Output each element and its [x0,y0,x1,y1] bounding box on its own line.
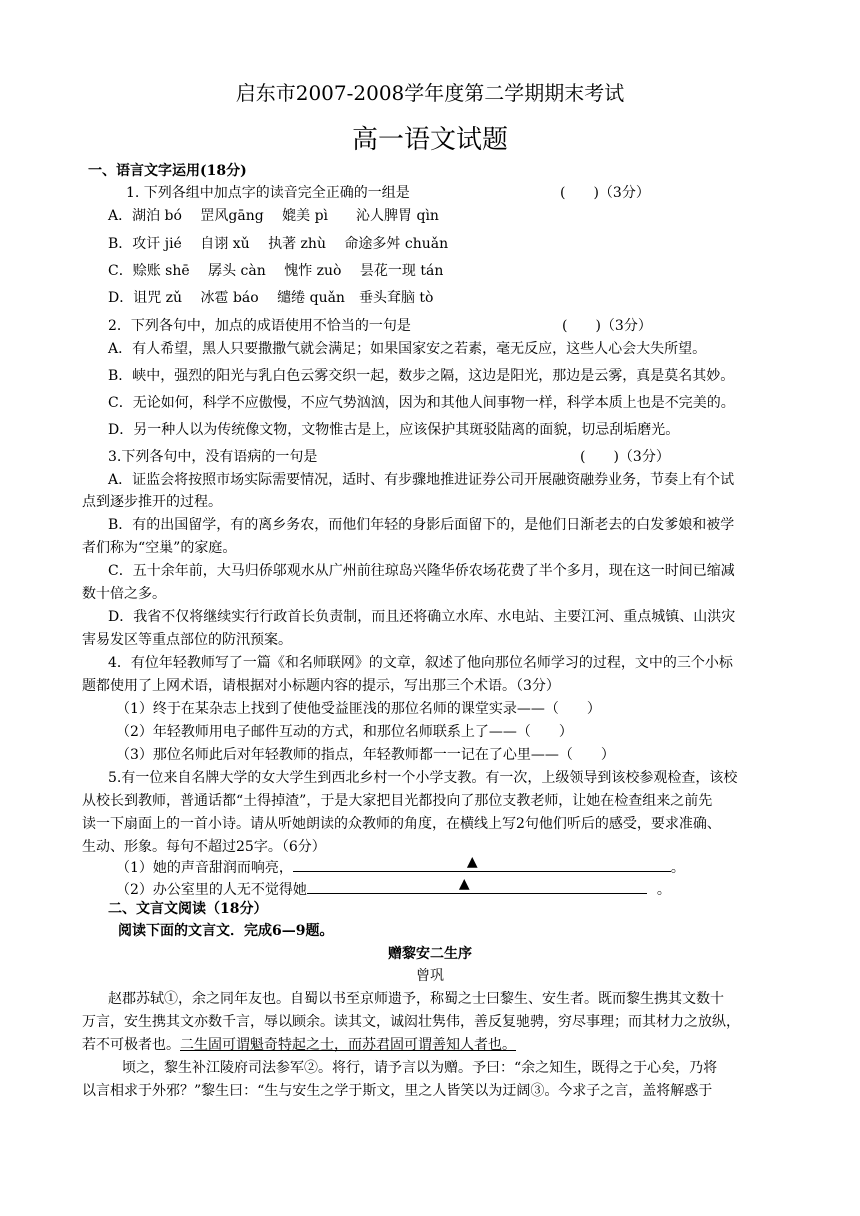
passage-paragraph-continued [82,1035,516,1055]
answer-end-punct: 。 [656,882,671,898]
option-c: C．五十余年前，大马归侨邬观水从广州前往琼岛兴隆华侨农场花费了半个多月，现在这一时间已缩减 [108,563,735,579]
option-a: A．证监会将按照市场实际需要情况，适时、有步骤地推进证券公司开展融资融券业务，节奏上有个试 [108,472,735,488]
option-d: D．诅咒 zǔ 冰雹 báo 缱绻 quǎn 垂头耷脑 tò [108,290,434,306]
passage-paragraph-continued: 万言，安生携其文亦数千言，辱以顾余。读其文，诚闳壮隽伟，善反复驰骋，穷尽事理；而其材力之放纵， [82,1014,740,1030]
question-stem: 2．下列各句中，加点的成语使用不恰当的一句是 [108,318,411,334]
sub-item: （1）终于在某杂志上找到了使他受益匪浅的那位名师的课堂实录——（ ） [116,701,601,717]
option-d: D．另一种人以为传统像文物，文物惟古是上，应该保护其斑驳陆离的面貌，切忌刮垢磨光。 [108,422,680,438]
sub-item: （3）那位名师此后对年轻教师的指点，年轻教师都一一记在了心里——（ ） [116,747,615,763]
question-stem: 1. 下列各组中加点字的读音完全正确的一组是 [126,185,410,201]
triangle-marker-icon: ▲ [458,876,470,892]
exam-subject-title: 高一语文试题 [351,125,508,155]
answer-blank[interactable] [293,856,671,872]
passage-title: 赠黎安二生序 [388,946,472,962]
question-stem: 3.下列各句中，没有语病的一句是 [108,449,318,465]
reading-instruction: 阅读下面的文言文．完成6—9题。 [118,923,334,939]
passage-paragraph-continued: 以言相求于外邪？”黎生曰：“生与安生之学于斯文，里之人皆笑以为迂阔③。今求子之言，盖将解惑于 [82,1083,713,1099]
answer-blank[interactable] [307,878,647,894]
option-b: B．峡中，强烈的阳光与乳白色云雾交织一起，数步之隔，这边是阳光，那边是云雾，真是莫名其妙。 [108,368,735,384]
answer-bracket: ( )（3分） [580,449,670,465]
answer-prompt: （1）她的声音甜润而响亮， [116,860,293,876]
option-c: C．赊账 shē 孱头 càn 愧怍 zuò 昙花一现 tán [108,263,444,279]
answer-end-punct: 。 [670,860,685,876]
question-stem: 5.有一位来自名牌大学的女大学生到西北乡村一个小学支教。有一次，上级领导到该校参观检查，该校 [108,770,738,786]
underlined-sentence: 二生固可谓魁奇特起之士，而苏君固可谓善知人者也。 [180,1037,516,1053]
option-d: D．我省不仅将继续实行行政首长负责制，而且还将确立水库、水电站、主要江河、重点城镇、山洪灾 [108,609,736,625]
answer-line-2 [116,878,671,900]
answer-prompt: （2）办公室里的人无不觉得她 [116,882,307,898]
question-stem-continued: 题都使用了上网术语，请根据对小标题内容的提示，写出那三个术语。（3分） [82,678,560,694]
question-stem-continued: 生动、形象。每句不超过25字。（6分） [82,839,326,855]
option-c-continued: 数十倍之多。 [82,586,166,602]
answer-bracket: ( )（3分） [560,185,650,201]
option-b-continued: 者们称为“空巢”的家庭。 [82,540,237,556]
passage-paragraph: 顷之，黎生补江陵府司法参军②。将行，请予言以为赠。予曰：“余之知生，既得之于心矣，乃将 [122,1060,718,1076]
option-c: C．无论如何，科学不应傲慢，不应气势汹汹，因为和其他人间事物一样，科学本质上也是不完美的。 [108,395,735,411]
exam-header-title: 启东市2007-2008学年度第二学期期末考试 [235,81,625,105]
section-heading: 一、语言文字运用(18分) [88,163,247,179]
option-a: A．湖泊 bó 罡风gāng 媲美 pì 沁人脾胃 qìn [108,208,439,224]
passage-author: 曾巩 [416,968,444,984]
answer-bracket: ( )（3分） [562,318,652,334]
option-b: B．攻讦 jié 自诩 xǔ 执著 zhù 命途多舛 chuǎn [108,236,449,252]
option-b: B．有的出国留学，有的离乡务农，而他们年轻的身影后面留下的，是他们日渐老去的白发爹娘和被学 [108,517,735,533]
passage-paragraph: 赵郡苏轼①，余之同年友也。自蜀以书至京师遗予，称蜀之士曰黎生、安生者。既而黎生携其文数十 [108,991,724,1007]
question-stem-continued: 读一下扇面上的一首小诗。请从听她朗读的众教师的角度，在横线上写2句他们听后的感受，要求准确、 [82,816,721,832]
sub-item: （2）年轻教师用电子邮件互动的方式，和那位名师联系上了——（ ） [116,724,573,740]
question-stem-continued: 从校长到教师，普通话都“土得掉渣”，于是大家把目光都投向了那位支教老师，让她在检查组来之前先 [82,793,713,809]
section-heading: 二、文言文阅读（18分） [108,901,268,917]
option-a: A．有人希望，黑人只要撒撒气就会满足；如果国家安之若素，毫无反应，这些人心会大失所望。 [108,341,707,357]
question-stem: 4．有位年轻教师写了一篇《和名师联网》的文章，叙述了他向那位名师学习的过程，文中的三个小标 [108,655,733,671]
option-a-continued: 点到逐步推开的过程。 [82,494,222,510]
answer-line-1 [116,856,685,878]
triangle-marker-icon: ▲ [466,854,478,870]
passage-text: 若不可极者也。 [82,1037,180,1053]
option-d-continued: 害易发区等重点部位的防汛预案。 [82,632,292,648]
